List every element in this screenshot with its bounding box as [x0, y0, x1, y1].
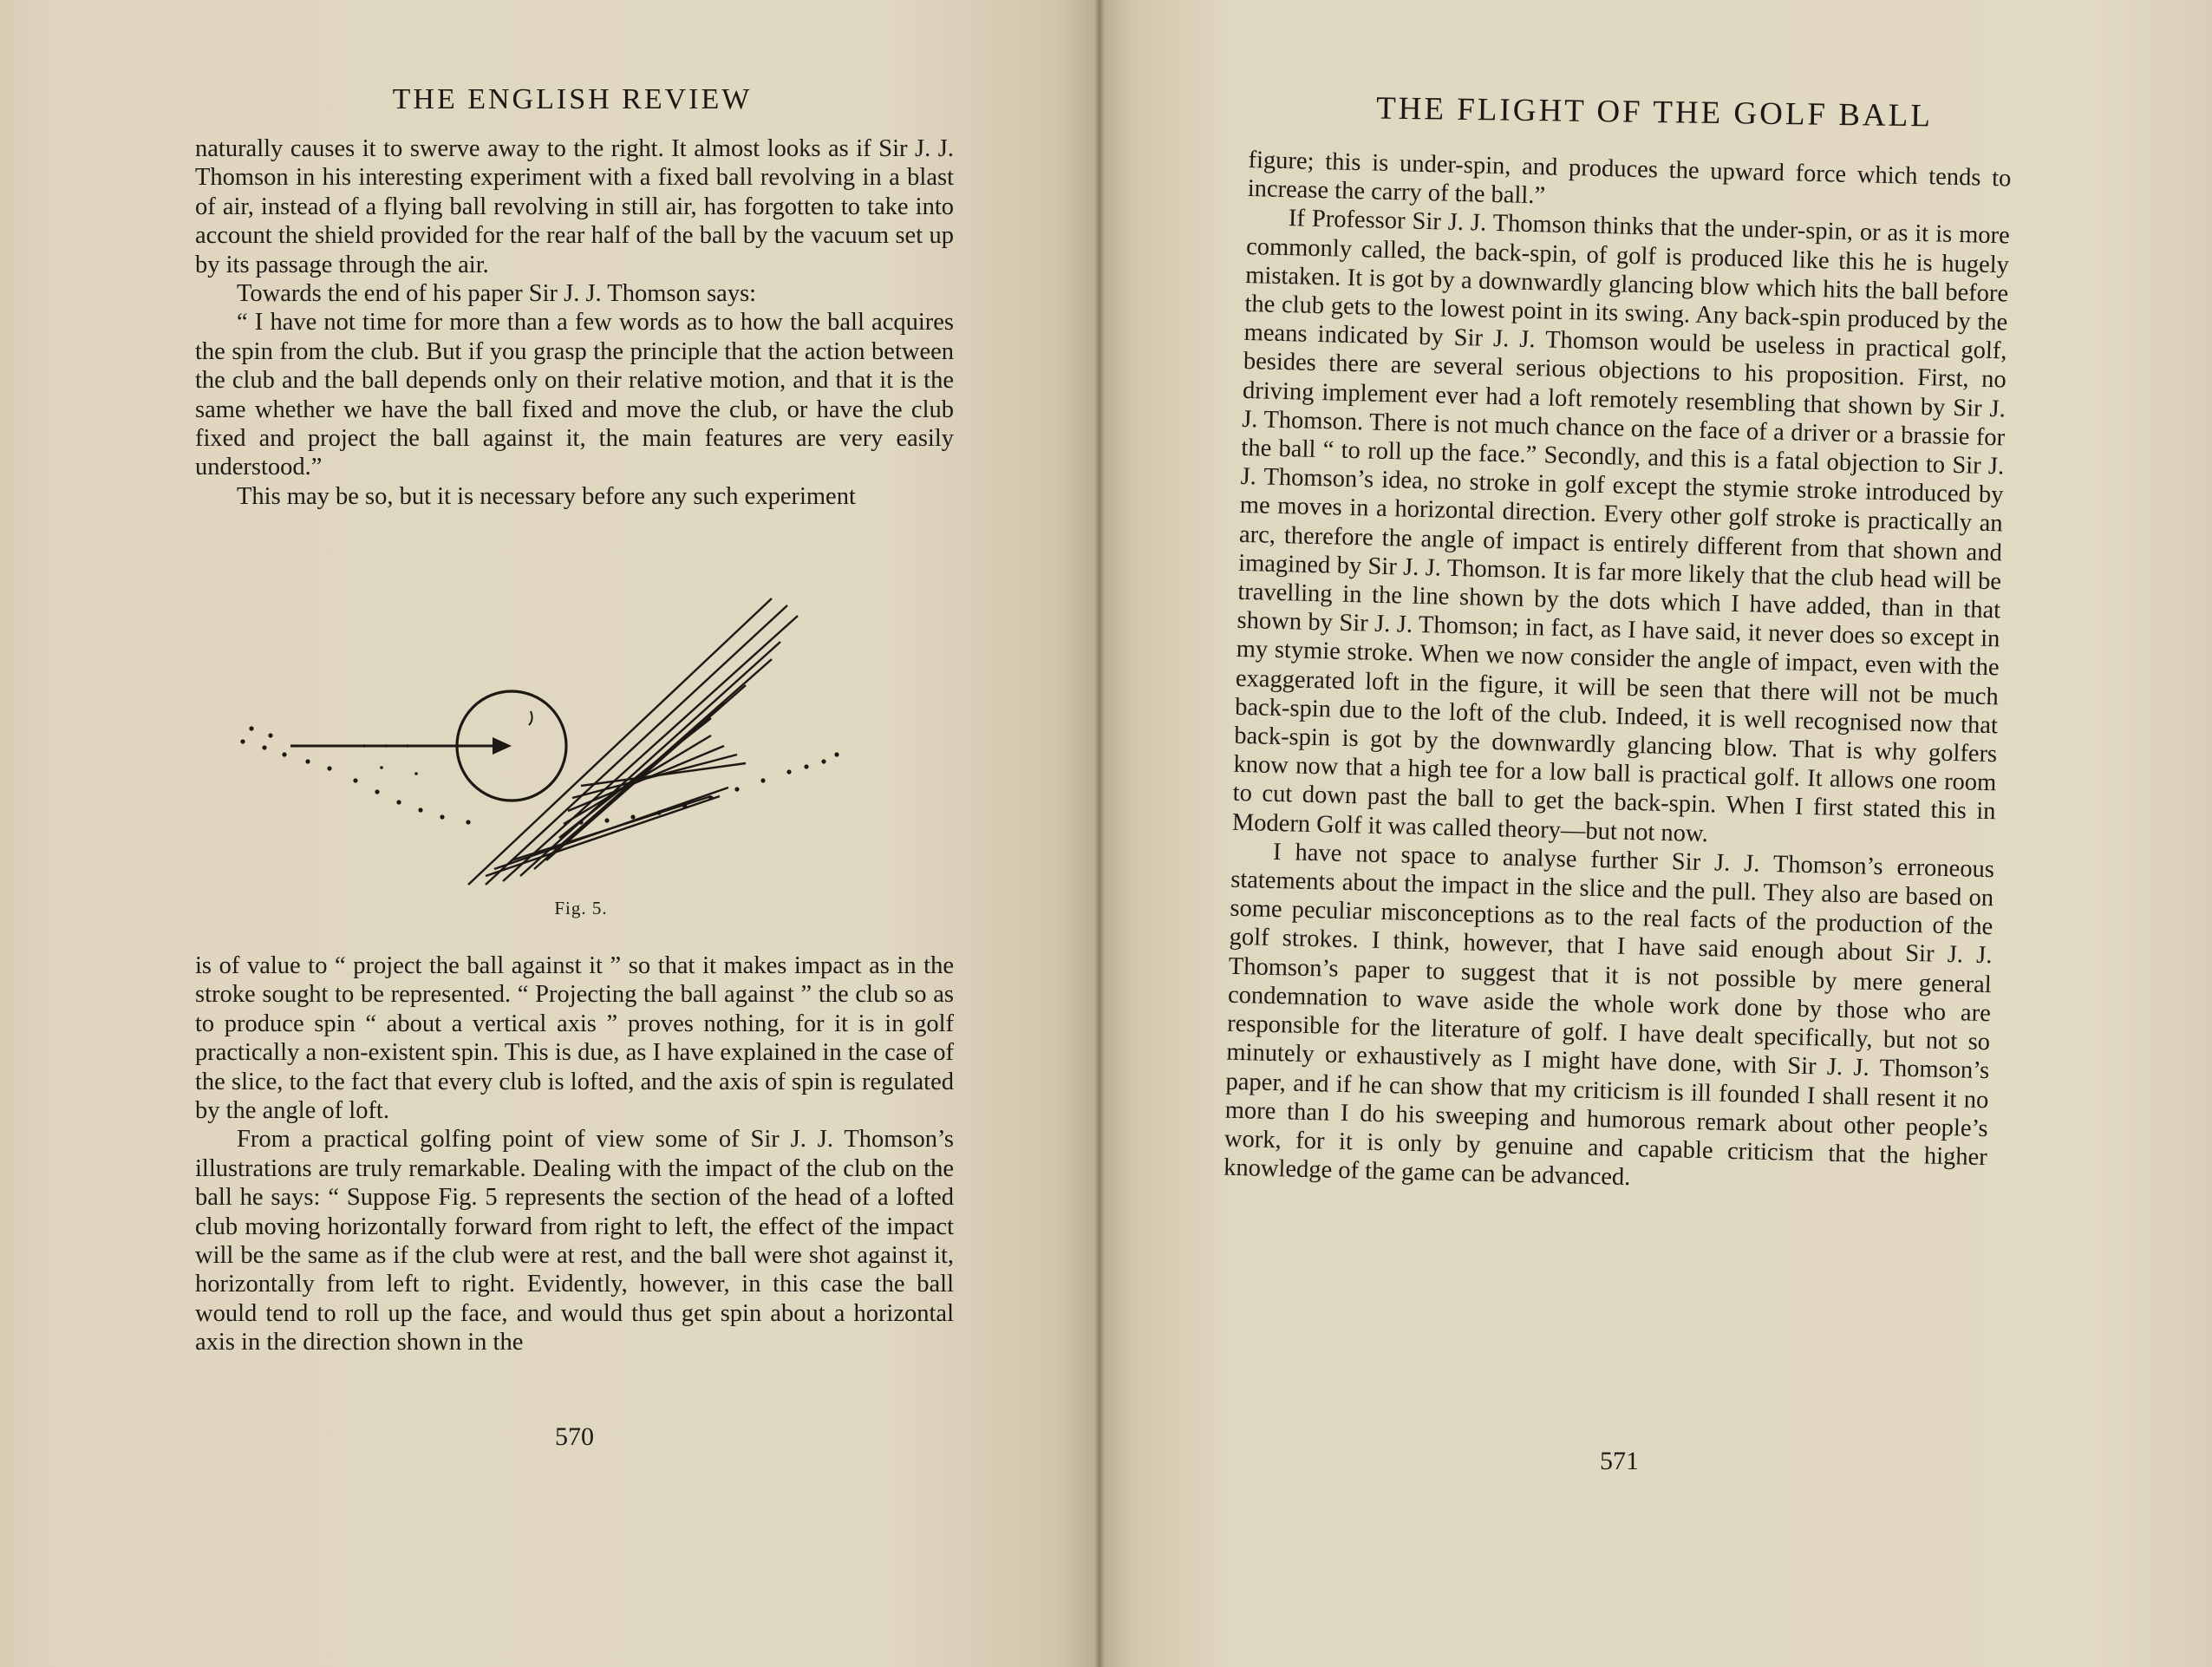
- page-number-right: 571: [1600, 1447, 1639, 1475]
- left-page: [0, 0, 1099, 1667]
- right-running-head: THE FLIGHT OF THE GOLF BALL: [1375, 90, 1934, 134]
- figure-caption: Fig. 5.: [554, 898, 608, 918]
- paragraph: naturally causes it to swerve away to the right. It almost looks as if Sir J. J. Thomson in his interesting experiment with a fixed ball revolving in a blast of air, instead of a flying ball revolving in still air, has forgotten to take into account the shield provided for the rear half of the ball by the vacuum set up by its passage through the air.: [195, 135, 954, 278]
- arrow-head-icon: [493, 737, 512, 755]
- spin-mark: [529, 711, 532, 725]
- paragraph: figure; this is under-spin, and produces the upward force which tends to increase the carry of the ball.”: [1247, 146, 2012, 210]
- paragraph: is of value to “ project the ball against it ” so that it makes impact as in the stroke sought to be represented. “ Projecting the ball against ” the club so as to produce spin “ about a vertical axis ” proves nothing, for it is in golf practically a non-existent spin. This is due, as I have explained in the case of the slice, to the fact that every club is lofted, and the axis of spin is regulated by the angle of loft.: [195, 952, 954, 1125]
- page-number-left: 570: [555, 1422, 594, 1451]
- paragraph: This may be so, but it is necessary before any such experiment: [237, 482, 856, 510]
- paragraph: From a practical golfing point of view some of Sir J. J. Thomson’s illustrations are truly remarkable. Dealing with the impact of the club on the ball he says: “ Suppose Fig. 5 represents the section of the head of a lofted club moving horizontally forward from right to left, the effect of the impact will be the same as if the club were at rest, and the ball were shot against it, horizontally from left to right. Evidently, however, in this case the ball would tend to roll up the face, and would thus get spin about a horizontal axis in the direction shown in the: [195, 1126, 954, 1356]
- book-gutter: [1094, 0, 1105, 1667]
- fig5-diagram: [225, 590, 919, 919]
- dotted-path: [240, 726, 838, 824]
- paragraph: I have not space to analyse further Sir J. J. Thomson’s erroneous statements about the impact in the slice and the pull. They also are based on some peculiar misconceptions as to the real facts of the production of the golf strokes. I think, however, that I have said enough about Sir J. J. Thomson’s paper to suggest that it is not possible by mere general condemnation to wave aside the whole work done by those who are responsible for the literature of golf. I have dealt specifically, but not so minutely or exhaustively as I might have done, with Sir J. J. Thomson’s paper, and if he can show that my criticism is ill founded I shall resent it no more than I do his sweeping and humorous remark about other people’s work, for it is only by genuine and capable criticism that the higher knowledge of the game can be advanced.: [1223, 838, 1995, 1192]
- left-text-top: [195, 134, 954, 511]
- right-text: [1223, 146, 2012, 1200]
- left-text-bottom: [195, 951, 954, 1357]
- club-face-hatching: [468, 598, 798, 885]
- right-page: [1099, 0, 2212, 1667]
- paragraph: If Professor Sir J. J. Thomson thinks that the under-spin, or as it is more commonly called, the back-spin, of golf is produced like this he is hugely mistaken. It is got by a downwardly glancing blow which hits the ball before the club gets to the lowest point in its swing. Any back-spin produced by the means indicated by Sir J. J. Thomson would be useless in practical golf, besides there are several serious objections to his proposition. First, no driving implement ever had a loft remotely resembling that shown by Sir J. J. Thomson. There is not much chance on the face of a driver or a brassie for the ball “ to roll up the face.” Secondly, and this is a fatal objection to Sir J. J. Thomson’s idea, no stroke in golf except the stymie stroke introduced by me moves in a horizontal direction. Every other golf stroke is practically an arc, therefore the angle of impact is entirely different from that shown and imagined by Sir J. J. Thomson. It is far more likely that the club head will be travelling in the line shown by the dots which I have added, than in that shown by Sir J. J. Thomson; in fact, as I have said, it never does so except in my stymie stroke. When we now consider the angle of impact, even with the exaggerated loft in the figure, it will be seen that there will not be much back-spin due to the loft of the club. Indeed, it is well recognised now that back-spin is got by the downwardly glancing blow. That is why golfers know now that a high tee for a low ball is practical golf. It allows one room to cut down past the ball to get the back-spin. When I first stated this in Modern Golf it was called theory—but not now.: [1231, 205, 2011, 847]
- quote-paragraph: “ I have not time for more than a few words as to how the ball acquires the spin from the club. But if you grasp the principle that the action between the club and the ball depends only on their relative motion, and that it is the same whether we have the ball fixed and move the club, or have the club fixed and project the ball against it, the main features are very easily understood.”: [195, 309, 954, 481]
- paragraph: Towards the end of his paper Sir J. J. Thomson says:: [237, 280, 757, 308]
- left-running-head: THE ENGLISH REVIEW: [392, 83, 753, 115]
